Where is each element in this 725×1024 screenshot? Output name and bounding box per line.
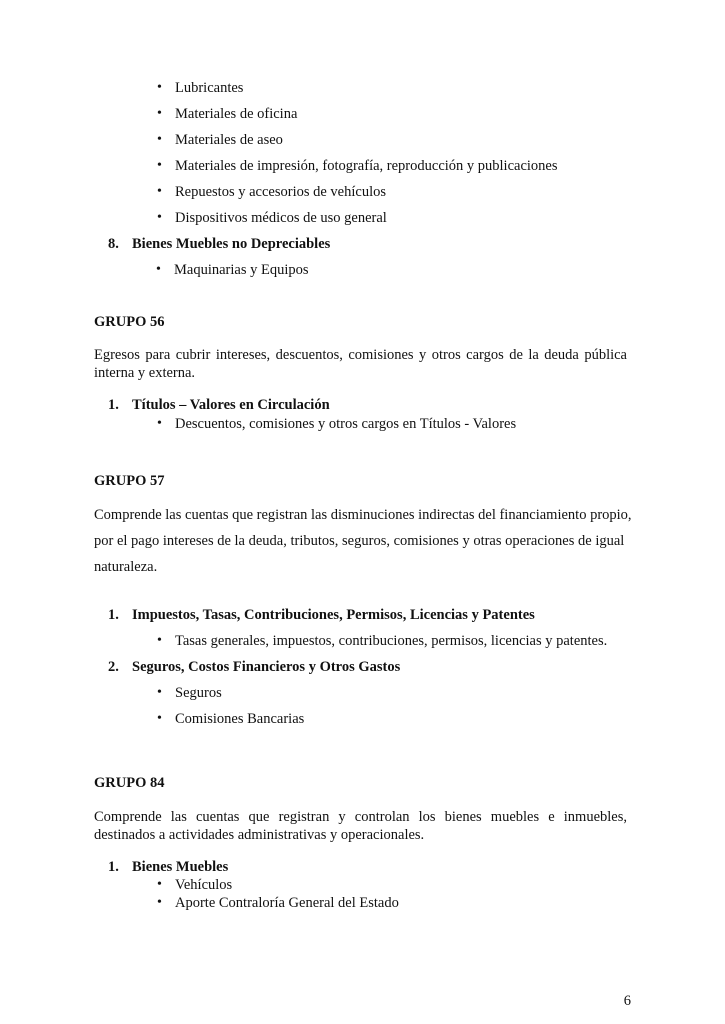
- list-item: • Vehículos: [175, 876, 232, 894]
- section-paragraph-line: Comprende las cuentas que registran las disminuciones indirectas del financiamiento propio,: [94, 507, 632, 523]
- section-paragraph: Egresos para cubrir intereses, descuentos, comisiones y otros cargos de la deuda pública interna y externa.: [94, 347, 627, 381]
- list-item: • Maquinarias y Equipos: [174, 261, 309, 279]
- list-item: • Repuestos y accesorios de vehículos: [175, 183, 386, 201]
- list-item: • Seguros: [175, 684, 222, 702]
- list-number: 1.: [108, 607, 119, 623]
- section-paragraph-line: por el pago intereses de la deuda, tributos, seguros, comisiones y otras operaciones de igual: [94, 533, 625, 549]
- list-heading: Seguros, Costos Financieros y Otros Gastos: [132, 659, 401, 675]
- list-item: • Lubricantes: [175, 79, 243, 97]
- list-heading: Títulos – Valores en Circulación: [132, 397, 330, 413]
- list-heading: Bienes Muebles: [132, 859, 229, 875]
- list-number: 8.: [108, 236, 119, 252]
- section-heading: GRUPO 57: [94, 473, 165, 489]
- list-number: 2.: [108, 659, 119, 675]
- list-heading: Bienes Muebles no Depreciables: [132, 236, 331, 252]
- section-heading: GRUPO 56: [94, 314, 165, 330]
- list-number: 1.: [108, 859, 119, 875]
- list-item: • Tasas generales, impuestos, contribuciones, permisos, licencias y patentes.: [175, 632, 607, 650]
- list-item: • Materiales de impresión, fotografía, reproducción y publicaciones: [175, 157, 558, 175]
- list-heading: Impuestos, Tasas, Contribuciones, Permisos, Licencias y Patentes: [132, 607, 535, 623]
- list-item: • Descuentos, comisiones y otros cargos en Títulos - Valores: [175, 415, 516, 433]
- section-paragraph: Comprende las cuentas que registran y controlan los bienes muebles e inmuebles, destinados a actividades administrativas y operacionales.: [94, 809, 627, 843]
- list-item: • Materiales de aseo: [175, 131, 283, 149]
- page-number: 6: [623, 993, 631, 1009]
- list-item: • Comisiones Bancarias: [175, 710, 304, 728]
- list-item: • Aporte Contraloría General del Estado: [175, 894, 399, 912]
- section-paragraph-line: naturaleza.: [94, 559, 158, 575]
- list-number: 1.: [108, 397, 119, 413]
- list-item: • Dispositivos médicos de uso general: [175, 209, 387, 227]
- section-heading: GRUPO 84: [94, 775, 165, 791]
- list-item: • Materiales de oficina: [175, 105, 297, 123]
